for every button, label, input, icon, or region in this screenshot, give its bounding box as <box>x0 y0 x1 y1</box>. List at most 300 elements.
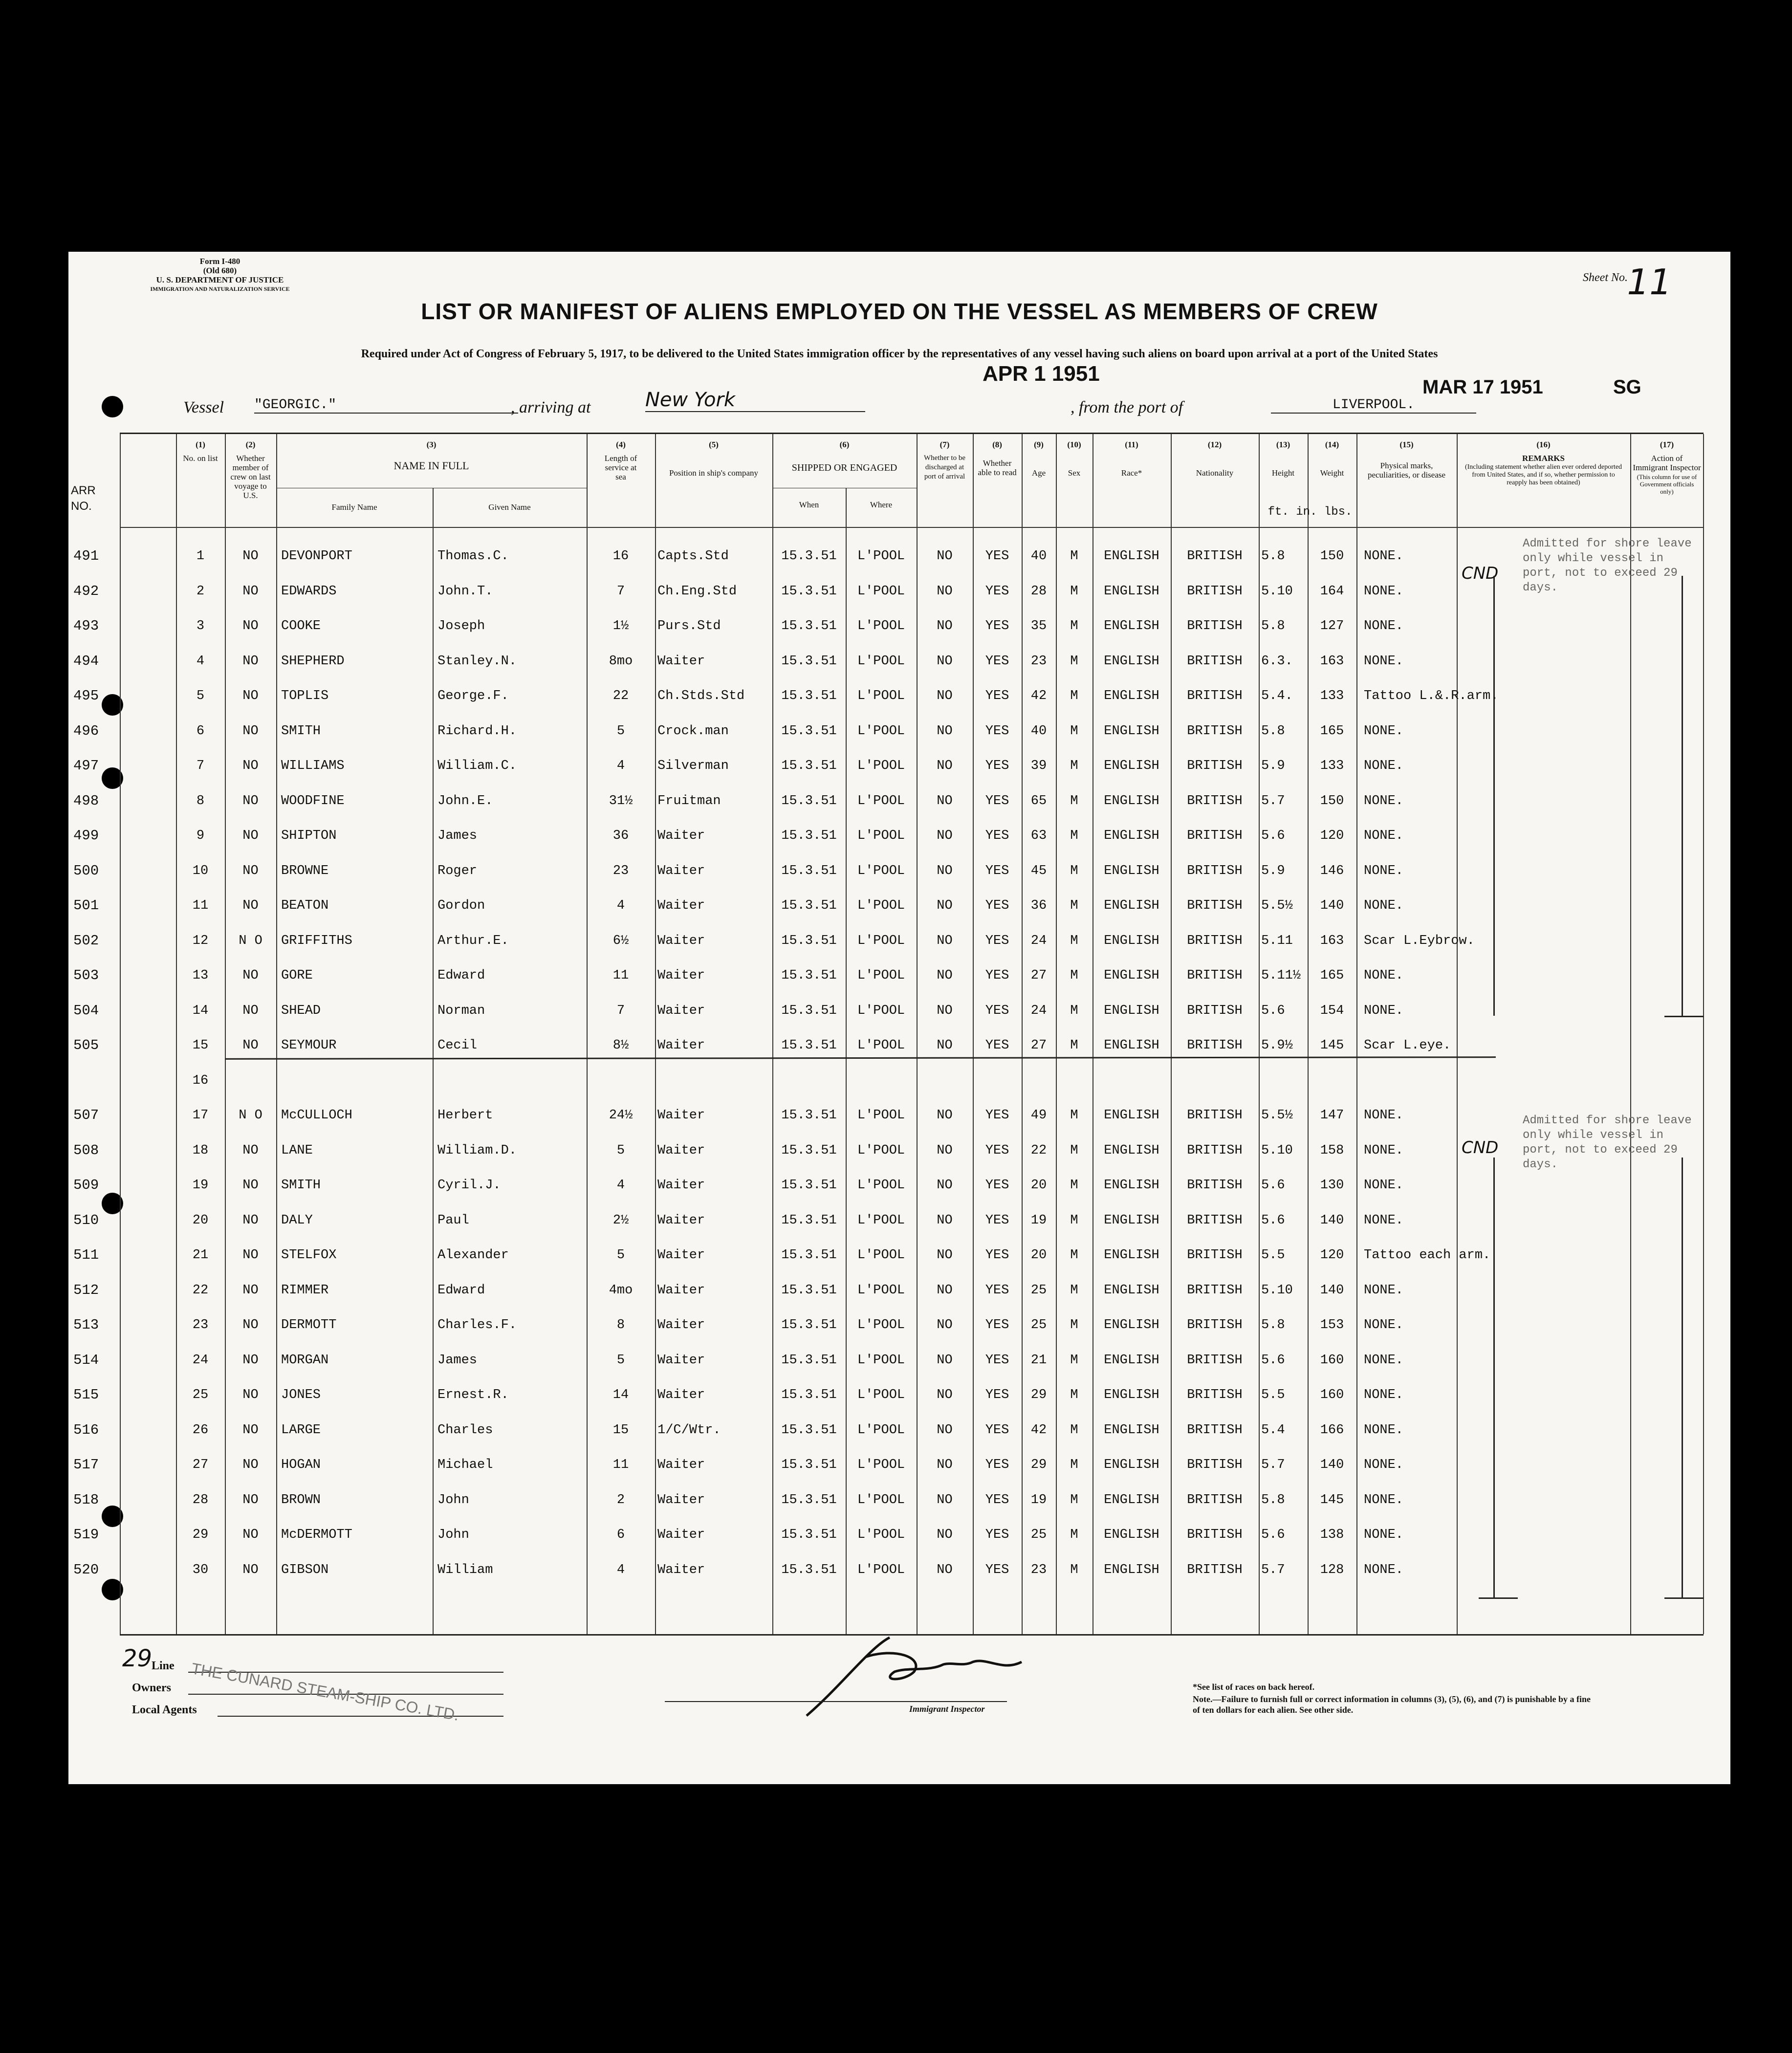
cell-marks: NONE. <box>1364 1213 1404 1228</box>
cell-when: 15.3.51 <box>781 584 837 599</box>
col-13-header: Height <box>1271 468 1295 478</box>
cell-where: L'POOL <box>857 1248 905 1263</box>
cell-when: 15.3.51 <box>781 689 837 703</box>
cell-age: 45 <box>1030 863 1047 878</box>
arrival-number: 507 <box>73 1107 99 1123</box>
cell-given: Edward <box>437 1283 485 1298</box>
cell-given: William.D. <box>437 1143 517 1158</box>
cell-last: N O <box>239 1108 262 1123</box>
cell-when: 15.3.51 <box>781 1528 837 1542</box>
cell-service: 36 <box>612 829 629 843</box>
cell-when: 15.3.51 <box>781 1388 837 1402</box>
arrival-number: 515 <box>73 1387 99 1403</box>
cell-when: 15.3.51 <box>781 1283 837 1298</box>
arrival-date-stamp: APR 1 1951 <box>983 362 1100 386</box>
cell-given: Arthur.E. <box>437 933 509 948</box>
cell-height: 5.6 <box>1261 1528 1285 1542</box>
cell-nat: BRITISH <box>1187 759 1243 773</box>
cell-race: ENGLISH <box>1104 1143 1159 1158</box>
table-row <box>73 1343 1704 1377</box>
cell-given: James <box>437 1353 478 1368</box>
cell-sex: M <box>1070 933 1078 948</box>
department-name: U. S. DEPARTMENT OF JUSTICE <box>156 275 284 284</box>
cell-no: 16 <box>192 1073 209 1088</box>
cell-last: NO <box>242 829 259 843</box>
cell-where: L'POOL <box>857 829 905 843</box>
cell-when: 15.3.51 <box>781 1422 837 1438</box>
cell-read: YES <box>985 1458 1009 1472</box>
cell-given: Richard.H. <box>437 723 517 739</box>
cell-disch <box>917 1064 973 1098</box>
cell-age <box>1022 1064 1056 1098</box>
cell-height: 5.11½ <box>1261 968 1301 983</box>
cell-disch: NO <box>937 689 953 703</box>
cell-weight: 150 <box>1320 793 1344 808</box>
table-row <box>73 1273 1704 1308</box>
arrival-number: 520 <box>73 1561 99 1578</box>
cell-service: 31½ <box>609 793 633 808</box>
cell-race: ENGLISH <box>1104 654 1159 669</box>
service-name: IMMIGRATION AND NATURALIZATION SERVICE <box>150 285 290 292</box>
inspector-label: Immigrant Inspector <box>909 1704 985 1714</box>
cell-position: Waiter <box>657 1492 705 1507</box>
cell-position: Crock.man <box>657 723 729 739</box>
arrival-number: 495 <box>73 688 99 704</box>
cell-nat: BRITISH <box>1187 968 1243 983</box>
cell-weight: 130 <box>1320 1178 1344 1193</box>
cell-sex: M <box>1070 1458 1078 1472</box>
cell-race: ENGLISH <box>1104 1213 1159 1228</box>
cell-race: ENGLISH <box>1104 1422 1159 1438</box>
cell-disch: NO <box>937 829 953 843</box>
cell-given: John.T. <box>437 584 493 599</box>
cell-family: WILLIAMS <box>281 759 345 773</box>
cell-race: ENGLISH <box>1104 619 1159 633</box>
cell-sex: M <box>1070 1528 1078 1542</box>
arrival-number: 519 <box>73 1527 99 1543</box>
col-1-header: No. on list <box>183 454 218 463</box>
cell-weight: 154 <box>1320 1003 1344 1018</box>
cell-position: Waiter <box>657 1283 705 1298</box>
cell-no: 11 <box>192 898 209 913</box>
cell-when: 15.3.51 <box>781 968 837 983</box>
cell-age: 49 <box>1030 1108 1047 1123</box>
cell-weight: 127 <box>1320 619 1344 633</box>
cell-disch: NO <box>937 1213 953 1228</box>
cell-marks: NONE. <box>1364 759 1404 773</box>
cell-family: DEVONPORT <box>281 549 352 564</box>
cell-sex: M <box>1070 793 1078 808</box>
cell-nat: BRITISH <box>1187 549 1243 564</box>
cell-service <box>587 1064 655 1098</box>
cell-position: Waiter <box>657 968 705 983</box>
cell-given: Roger <box>437 863 478 878</box>
cell-sex: M <box>1070 1108 1078 1123</box>
cell-where: L'POOL <box>857 968 905 983</box>
cell-sex: M <box>1070 1143 1078 1158</box>
col-15-header: Physical marks, peculiarities, or disease <box>1367 461 1446 480</box>
cell-where: L'POOL <box>857 863 905 878</box>
cell-age: 63 <box>1030 829 1047 843</box>
col-1-number: (1) <box>196 440 205 449</box>
arrival-number: 499 <box>73 828 99 844</box>
cell-marks: Tattoo L.&.R.arm. <box>1364 689 1499 703</box>
arrival-number: 492 <box>73 583 99 599</box>
cell-height <box>1261 1064 1308 1098</box>
cell-position: Waiter <box>657 1213 705 1228</box>
cell-nat: BRITISH <box>1187 584 1243 599</box>
cell-service: 14 <box>612 1388 629 1402</box>
cell-marks: NONE. <box>1364 1003 1404 1018</box>
cell-marks: NONE. <box>1364 1143 1404 1158</box>
cell-no: 28 <box>192 1492 209 1507</box>
cell-weight: 150 <box>1320 549 1344 564</box>
cell-service: 22 <box>612 689 629 703</box>
cell-last: NO <box>242 1528 259 1542</box>
cell-given: Edward <box>437 968 485 983</box>
cell-sex: M <box>1070 1422 1078 1438</box>
col-5-number: (5) <box>709 440 719 449</box>
cell-sex: M <box>1070 1318 1078 1332</box>
cell-family <box>281 1064 428 1098</box>
cell-sex: M <box>1070 829 1078 843</box>
cell-marks: NONE. <box>1364 1178 1404 1193</box>
cell-read: YES <box>985 1388 1009 1402</box>
cell-race: ENGLISH <box>1104 1003 1159 1018</box>
cell-read: YES <box>985 654 1009 669</box>
cell-race: ENGLISH <box>1104 689 1159 703</box>
cell-no: 22 <box>192 1283 209 1298</box>
cell-disch: NO <box>937 1248 953 1263</box>
cell-last: NO <box>242 1353 259 1368</box>
cell-family: JONES <box>281 1388 321 1402</box>
cell-when: 15.3.51 <box>781 829 837 843</box>
cell-marks: Tattoo each arm. <box>1364 1248 1491 1263</box>
cell-weight: 160 <box>1320 1353 1344 1368</box>
cell-sex: M <box>1070 759 1078 773</box>
cell-service: 23 <box>612 863 629 878</box>
cell-last: NO <box>242 1178 259 1193</box>
cell-race: ENGLISH <box>1104 898 1159 913</box>
punch-hole <box>102 396 123 417</box>
cell-no: 12 <box>192 933 209 948</box>
cell-no: 20 <box>192 1213 209 1228</box>
page-subtitle: Required under Act of Congress of February 5, 1917, to be delivered to the United States immigration officer by the representatives of any vessel having such aliens on board upon arrival at a port of the United States <box>361 348 1438 360</box>
col-9-number: (9) <box>1034 440 1044 449</box>
cell-marks: NONE. <box>1364 723 1404 739</box>
cell-disch: NO <box>937 863 953 878</box>
cell-read: YES <box>985 1528 1009 1542</box>
cell-height: 5.10 <box>1261 1283 1293 1298</box>
cell-given: Charles <box>437 1422 493 1438</box>
arrival-number: 513 <box>73 1317 99 1333</box>
cell-nat: BRITISH <box>1187 619 1243 633</box>
cell-where: L'POOL <box>857 1213 905 1228</box>
col-4-header: Length of service at sea <box>604 454 637 481</box>
col-12-number: (12) <box>1207 440 1222 449</box>
cell-age: 19 <box>1030 1492 1047 1507</box>
col-7-header: Whether to be discharged at port of arrival <box>924 454 965 480</box>
arrival-number: 511 <box>73 1247 99 1263</box>
cell-weight: 164 <box>1320 584 1344 599</box>
cell-weight: 165 <box>1320 723 1344 739</box>
cell-read: YES <box>985 1108 1009 1123</box>
cell-height: 5.10 <box>1261 584 1293 599</box>
cell-last: NO <box>242 1143 259 1158</box>
owners-label: Owners <box>132 1682 171 1694</box>
cell-disch: NO <box>937 1562 953 1577</box>
cell-height: 5.6 <box>1261 1178 1285 1193</box>
table-row <box>73 889 1704 923</box>
cell-family: LANE <box>281 1143 313 1158</box>
cell-last: N O <box>239 933 262 948</box>
cell-age: 29 <box>1030 1458 1047 1472</box>
arrival-number: 494 <box>73 653 99 669</box>
cell-when: 15.3.51 <box>781 1492 837 1507</box>
cell-marks: NONE. <box>1364 1283 1404 1298</box>
cell-no: 23 <box>192 1318 209 1332</box>
cell-race: ENGLISH <box>1104 793 1159 808</box>
remark-note-2: Admitted for shore leave only while vessel in port, not to exceed 29 days. <box>1523 1114 1692 1171</box>
cell-height: 5.6 <box>1261 1213 1285 1228</box>
col-15-number: (15) <box>1399 440 1414 449</box>
cell-when: 15.3.51 <box>781 723 837 739</box>
cell-disch: NO <box>937 968 953 983</box>
cell-sex: M <box>1070 1283 1078 1298</box>
cell-family: SHEPHERD <box>281 654 345 669</box>
col-17-number: (17) <box>1660 440 1674 449</box>
cell-service: 6½ <box>612 933 629 948</box>
arrival-number: 491 <box>73 548 99 564</box>
cell-age: 40 <box>1030 549 1047 564</box>
cell-where: L'POOL <box>857 1528 905 1542</box>
cell-height: 5.4. <box>1261 689 1293 703</box>
cell-nat: BRITISH <box>1187 1422 1243 1438</box>
form-identifier <box>142 257 298 294</box>
cell-age: 20 <box>1030 1248 1047 1263</box>
arrival-number: 508 <box>73 1142 99 1158</box>
cell-marks: NONE. <box>1364 793 1404 808</box>
cell-race: ENGLISH <box>1104 1562 1159 1577</box>
cell-family: McDERMOTT <box>281 1528 352 1542</box>
cell-race: ENGLISH <box>1104 584 1159 599</box>
cell-no: 19 <box>192 1178 209 1193</box>
cell-no: 21 <box>192 1248 209 1263</box>
table-row <box>73 1378 1704 1412</box>
cell-given: Cecil <box>437 1038 478 1053</box>
cell-family: WOODFINE <box>281 793 345 808</box>
cell-position: Waiter <box>657 1248 705 1263</box>
cell-marks: NONE. <box>1364 968 1404 983</box>
table-row <box>73 1483 1704 1517</box>
cell-sex: M <box>1070 1492 1078 1507</box>
col-5-header: Position in ship's company <box>669 468 759 478</box>
cell-given: Ernest.R. <box>437 1388 509 1402</box>
cell-position: Waiter <box>657 1143 705 1158</box>
cell-read: YES <box>985 1248 1009 1263</box>
cell-weight: 140 <box>1320 1283 1344 1298</box>
cell-sex: M <box>1070 654 1078 669</box>
cell-marks: NONE. <box>1364 1422 1404 1438</box>
cell-race: ENGLISH <box>1104 829 1159 843</box>
table-row <box>73 749 1704 783</box>
cell-sex: M <box>1070 1353 1078 1368</box>
cell-family: SHEAD <box>281 1003 321 1018</box>
cell-position: Ch.Stds.Std <box>657 689 745 703</box>
table-row <box>73 1203 1704 1238</box>
from-port: LIVERPOOL. <box>1271 397 1476 414</box>
table-row <box>73 819 1704 853</box>
cell-nat: BRITISH <box>1187 1528 1243 1542</box>
cell-position: Waiter <box>657 1388 705 1402</box>
cell-family: RIMMER <box>281 1283 329 1298</box>
table-row <box>73 1448 1704 1482</box>
cell-family: BEATON <box>281 898 329 913</box>
cell-sex: M <box>1070 1562 1078 1577</box>
cell-height: 5.8 <box>1261 723 1285 739</box>
cell-last: NO <box>242 549 259 564</box>
col-3-family-header: Family Name <box>331 502 377 512</box>
cell-where: L'POOL <box>857 619 905 633</box>
cell-service: 1½ <box>612 619 629 633</box>
cell-when: 15.3.51 <box>781 654 837 669</box>
cell-nat: BRITISH <box>1187 1562 1243 1577</box>
cell-nat: BRITISH <box>1187 1492 1243 1507</box>
cell-disch: NO <box>937 1422 953 1438</box>
cell-no: 9 <box>196 829 205 843</box>
cell-read: YES <box>985 1143 1009 1158</box>
arrival-number: 501 <box>73 897 99 914</box>
cell-marks: NONE. <box>1364 549 1404 564</box>
cell-age: 42 <box>1030 689 1047 703</box>
cell-weight: 140 <box>1320 1458 1344 1472</box>
cell-nat: BRITISH <box>1187 1143 1243 1158</box>
cell-when <box>772 1064 846 1098</box>
cell-weight: 140 <box>1320 1213 1344 1228</box>
cell-sex: M <box>1070 723 1078 739</box>
cell-nat: BRITISH <box>1187 898 1243 913</box>
remark-note-1: Admitted for shore leave only while vessel in port, not to exceed 29 days. <box>1523 537 1692 594</box>
cell-family: EDWARDS <box>281 584 337 599</box>
cell-age: 20 <box>1030 1178 1047 1193</box>
cell-no: 17 <box>192 1108 209 1123</box>
cell-read: YES <box>985 1318 1009 1332</box>
cell-nat: BRITISH <box>1187 1178 1243 1193</box>
cell-position: Ch.Eng.Std <box>657 584 737 599</box>
cell-race: ENGLISH <box>1104 1458 1159 1472</box>
cell-no: 2 <box>196 584 205 599</box>
arrival-number: 518 <box>73 1491 99 1508</box>
cell-read: YES <box>985 723 1009 739</box>
arrival-number: 498 <box>73 792 99 809</box>
cell-height: 5.5½ <box>1261 898 1293 913</box>
cell-read: YES <box>985 1178 1009 1193</box>
cell-last: NO <box>242 863 259 878</box>
col-17-note: (This column for use of Government officials only) <box>1637 473 1697 495</box>
cell-service: 8mo <box>609 654 633 669</box>
cell-where: L'POOL <box>857 1003 905 1018</box>
cell-height: 5.5 <box>1261 1248 1285 1263</box>
cell-position: Waiter <box>657 654 705 669</box>
cell-disch: NO <box>937 793 953 808</box>
cell-when: 15.3.51 <box>781 933 837 948</box>
cell-height: 5.8 <box>1261 619 1285 633</box>
cell-race: ENGLISH <box>1104 1248 1159 1263</box>
cell-where: L'POOL <box>857 1353 905 1368</box>
cell-marks: NONE. <box>1364 1528 1404 1542</box>
cell-no: 26 <box>192 1422 209 1438</box>
cell-nat: BRITISH <box>1187 1353 1243 1368</box>
cell-position: Waiter <box>657 1003 705 1018</box>
cell-disch: NO <box>937 1143 953 1158</box>
cell-disch: NO <box>937 1353 953 1368</box>
cell-disch: NO <box>937 759 953 773</box>
cell-weight: 145 <box>1320 1038 1344 1053</box>
cell-service: 24½ <box>609 1108 633 1123</box>
cell-when: 15.3.51 <box>781 1143 837 1158</box>
cell-no: 25 <box>192 1388 209 1402</box>
col-2-header: Whether member of crew on last voyage to U.S. <box>230 454 271 500</box>
table-row <box>73 1553 1704 1587</box>
cell-when: 15.3.51 <box>781 863 837 878</box>
table-row <box>73 609 1704 643</box>
cell-last: NO <box>242 1248 259 1263</box>
cell-disch: NO <box>937 1283 953 1298</box>
cell-disch: NO <box>937 584 953 599</box>
cell-last: NO <box>242 1038 259 1053</box>
cell-race: ENGLISH <box>1104 1528 1159 1542</box>
cell-where <box>846 1064 917 1098</box>
cell-when: 15.3.51 <box>781 1213 837 1228</box>
cell-last: NO <box>242 1562 259 1577</box>
cell-no: 13 <box>192 968 209 983</box>
cell-last: NO <box>242 1458 259 1472</box>
units-label: ft. in. lbs. <box>1268 505 1353 519</box>
cell-disch: NO <box>937 654 953 669</box>
cell-last: NO <box>242 723 259 739</box>
cell-race: ENGLISH <box>1104 1178 1159 1193</box>
col-14-number: (14) <box>1325 440 1339 449</box>
cell-service: 4 <box>616 898 625 913</box>
col-8-number: (8) <box>992 440 1002 449</box>
cell-age: 42 <box>1030 1422 1047 1438</box>
cell-last: NO <box>242 1213 259 1228</box>
cell-given: Joseph <box>437 619 485 633</box>
cell-where: L'POOL <box>857 1388 905 1402</box>
cell-no: 6 <box>196 723 205 739</box>
cell-no: 30 <box>192 1562 209 1577</box>
cell-position <box>657 1064 770 1098</box>
table-row <box>73 854 1704 888</box>
cell-nat: BRITISH <box>1187 689 1243 703</box>
cell-where: L'POOL <box>857 898 905 913</box>
cell-weight: 140 <box>1320 898 1344 913</box>
cell-position: Waiter <box>657 1178 705 1193</box>
table-row <box>73 1098 1704 1133</box>
line-label: Line <box>152 1660 175 1672</box>
cell-family: SHIPTON <box>281 829 337 843</box>
cell-read: YES <box>985 619 1009 633</box>
cell-when: 15.3.51 <box>781 1003 837 1018</box>
cell-read: YES <box>985 1038 1009 1053</box>
cell-given: Michael <box>437 1458 493 1472</box>
cell-where: L'POOL <box>857 723 905 739</box>
arrival-number: 512 <box>73 1282 99 1298</box>
cell-marks: NONE. <box>1364 1353 1404 1368</box>
cell-where: L'POOL <box>857 1178 905 1193</box>
cell-sex: M <box>1070 898 1078 913</box>
cell-when: 15.3.51 <box>781 1248 837 1263</box>
